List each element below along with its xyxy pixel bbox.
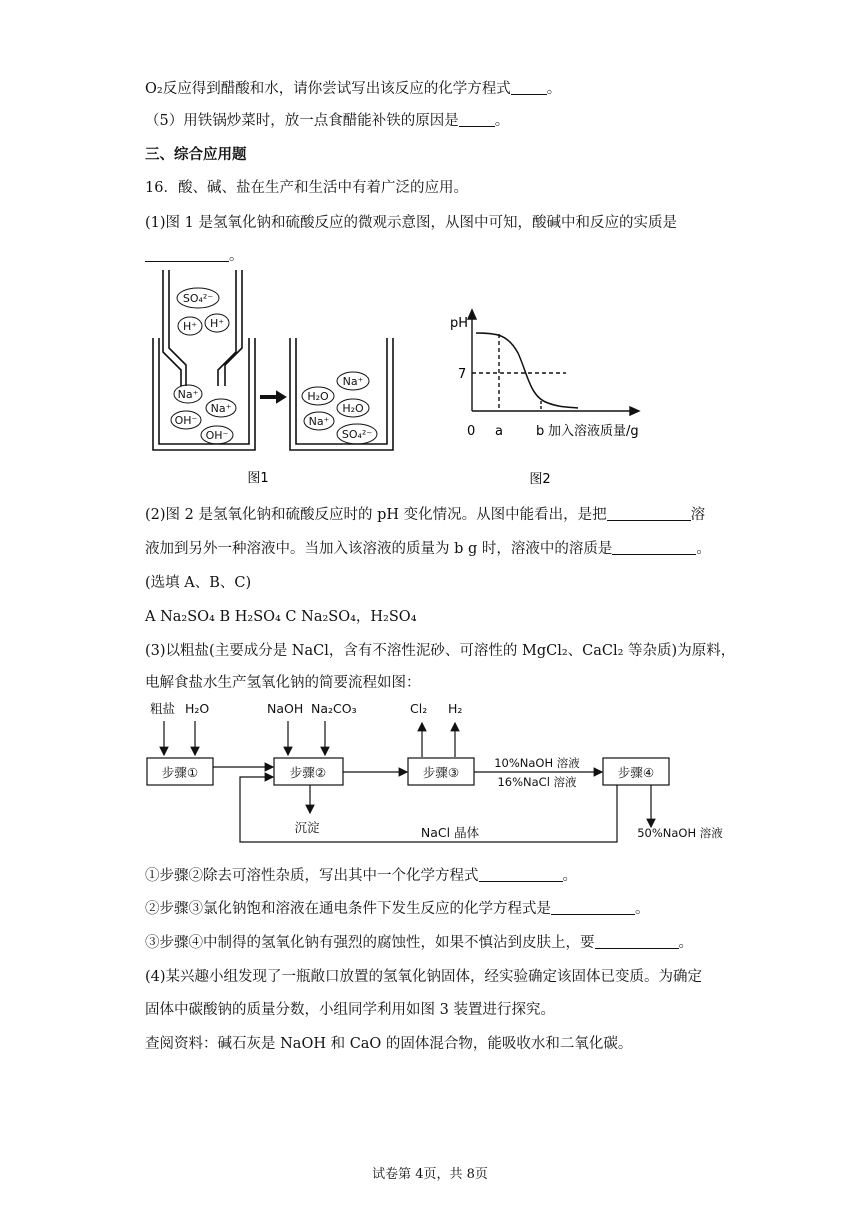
y-axis-label: pH bbox=[450, 316, 469, 331]
input-water: H₂O bbox=[185, 701, 210, 716]
y-tick-7: 7 bbox=[458, 367, 467, 382]
subquestion-1: ①步骤②除去可溶性杂质，写出其中一个化学方程式 。 bbox=[145, 868, 577, 884]
input-naoh: NaOH bbox=[267, 701, 304, 716]
ion-label: Na⁺ bbox=[210, 402, 232, 415]
x-origin-label: 0 bbox=[467, 424, 476, 439]
answer-blank[interactable] bbox=[595, 934, 679, 949]
figure-1-caption: 图1 bbox=[247, 471, 269, 486]
question-1: (1)图 1 是氢氧化钠和硫酸反应的微观示意图，从图中可知，酸碱中和反应的实质是 bbox=[145, 215, 677, 231]
ph-curve bbox=[476, 333, 578, 408]
question-2-line-a: (2)图 2 是氢氧化钠和硫酸反应时的 pH 变化情况。从图中能看出，是把 溶 bbox=[145, 507, 706, 523]
ion-label: OH⁻ bbox=[174, 414, 198, 427]
ion-label: H₂O bbox=[342, 402, 364, 415]
x-axis-label: 加入溶液质量/g bbox=[548, 424, 639, 439]
question-4-line-b: 固体中碳酸钠的质量分数，小组同学利用如图 3 装置进行探究。 bbox=[145, 1002, 555, 1018]
question-4-line-a: (4)某兴趣小组发现了一瓶敞口放置的氢氧化钠固体，经实验确定该固体已变质。为确定 bbox=[145, 969, 703, 985]
arrow-icon bbox=[261, 392, 285, 402]
text-line-1: O₂反应得到醋酸和水，请你尝试写出该反应的化学方程式 。 bbox=[145, 81, 562, 97]
output-cl2: Cl₂ bbox=[410, 701, 428, 716]
arrow-label-nacl: 16%NaCl 溶液 bbox=[497, 775, 577, 789]
answer-blank[interactable] bbox=[479, 867, 563, 882]
step-4-label: 步骤④ bbox=[617, 765, 655, 780]
figure-1 bbox=[145, 268, 405, 490]
ion-label: Na⁺ bbox=[308, 415, 330, 428]
arrow-label-naoh: 10%NaOH 溶液 bbox=[494, 756, 580, 770]
x-tick-a: a bbox=[495, 424, 503, 439]
ion-label: Na⁺ bbox=[177, 388, 199, 401]
question-2-line-b: 液加到另外一种溶液中。当加入该溶液的质量为 b g 时，溶液中的溶质是 。 bbox=[145, 541, 711, 557]
input-crude-salt: 粗盐 bbox=[150, 701, 176, 716]
figure-2-caption: 图2 bbox=[529, 472, 551, 487]
answer-blank[interactable] bbox=[607, 506, 691, 521]
question-16: 16．酸、碱、盐在生产和生活中有着广泛的应用。 bbox=[145, 180, 468, 196]
reference-note: 查阅资料：碱石灰是 NaOH 和 CaO 的固体混合物，能吸收水和二氧化碳。 bbox=[145, 1036, 633, 1052]
step-1-label: 步骤① bbox=[161, 765, 199, 780]
answer-blank[interactable] bbox=[612, 540, 696, 555]
output-h2: H₂ bbox=[448, 701, 463, 716]
page-footer: 试卷第 4页，共 8页 bbox=[372, 1167, 488, 1182]
ion-label: SO₄²⁻ bbox=[341, 428, 373, 441]
figure-2 bbox=[440, 305, 670, 490]
ion-label: H₂O bbox=[307, 390, 329, 403]
ion-label: Na⁺ bbox=[342, 375, 364, 388]
ion-label: H⁺ bbox=[209, 317, 225, 330]
product-label: 50%NaOH 溶液 bbox=[637, 826, 723, 840]
text-line-2: （5）用铁锅炒菜时，放一点食醋能补铁的原因是 。 bbox=[145, 113, 510, 129]
flow-chart bbox=[145, 697, 735, 847]
question-1-blank-line: 。 bbox=[145, 244, 244, 265]
x-tick-b: b bbox=[536, 424, 545, 439]
step-2-label: 步骤② bbox=[289, 765, 327, 780]
subquestion-3: ③步骤④中制得的氢氧化钠有强烈的腐蚀性，如果不慎沾到皮肤上，要 。 bbox=[145, 935, 693, 951]
ion-label: OH⁻ bbox=[205, 429, 229, 442]
answer-blank[interactable] bbox=[551, 900, 635, 915]
question-2-options: A Na₂SO₄ B H₂SO₄ C Na₂SO₄，H₂SO₄ bbox=[145, 609, 417, 625]
answer-blank[interactable] bbox=[511, 80, 547, 95]
recycle-label: NaCl 晶体 bbox=[420, 825, 480, 840]
step-3-label: 步骤③ bbox=[422, 765, 460, 780]
subquestion-2: ②步骤③氯化钠饱和溶液在通电条件下发生反应的化学方程式是 。 bbox=[145, 901, 650, 917]
section-title: 三、综合应用题 bbox=[145, 146, 247, 163]
answer-blank[interactable] bbox=[145, 247, 229, 262]
ion-label: SO₄²⁻ bbox=[182, 292, 214, 305]
precipitate-label: 沉淀 bbox=[294, 820, 320, 835]
question-2-hint: (选填 A、B、C) bbox=[145, 575, 252, 591]
input-na2co3: Na₂CO₃ bbox=[311, 701, 357, 716]
question-3-line-a: (3)以粗盐(主要成分是 NaCl，含有不溶性泥砂、可溶性的 MgCl₂、CaCl₂ 等杂质)为原料， bbox=[145, 643, 736, 659]
answer-blank[interactable] bbox=[459, 112, 495, 127]
question-3-line-b: 电解食盐水生产氢氧化钠的简要流程如图： bbox=[145, 675, 421, 691]
ion-label: H⁺ bbox=[182, 320, 198, 333]
